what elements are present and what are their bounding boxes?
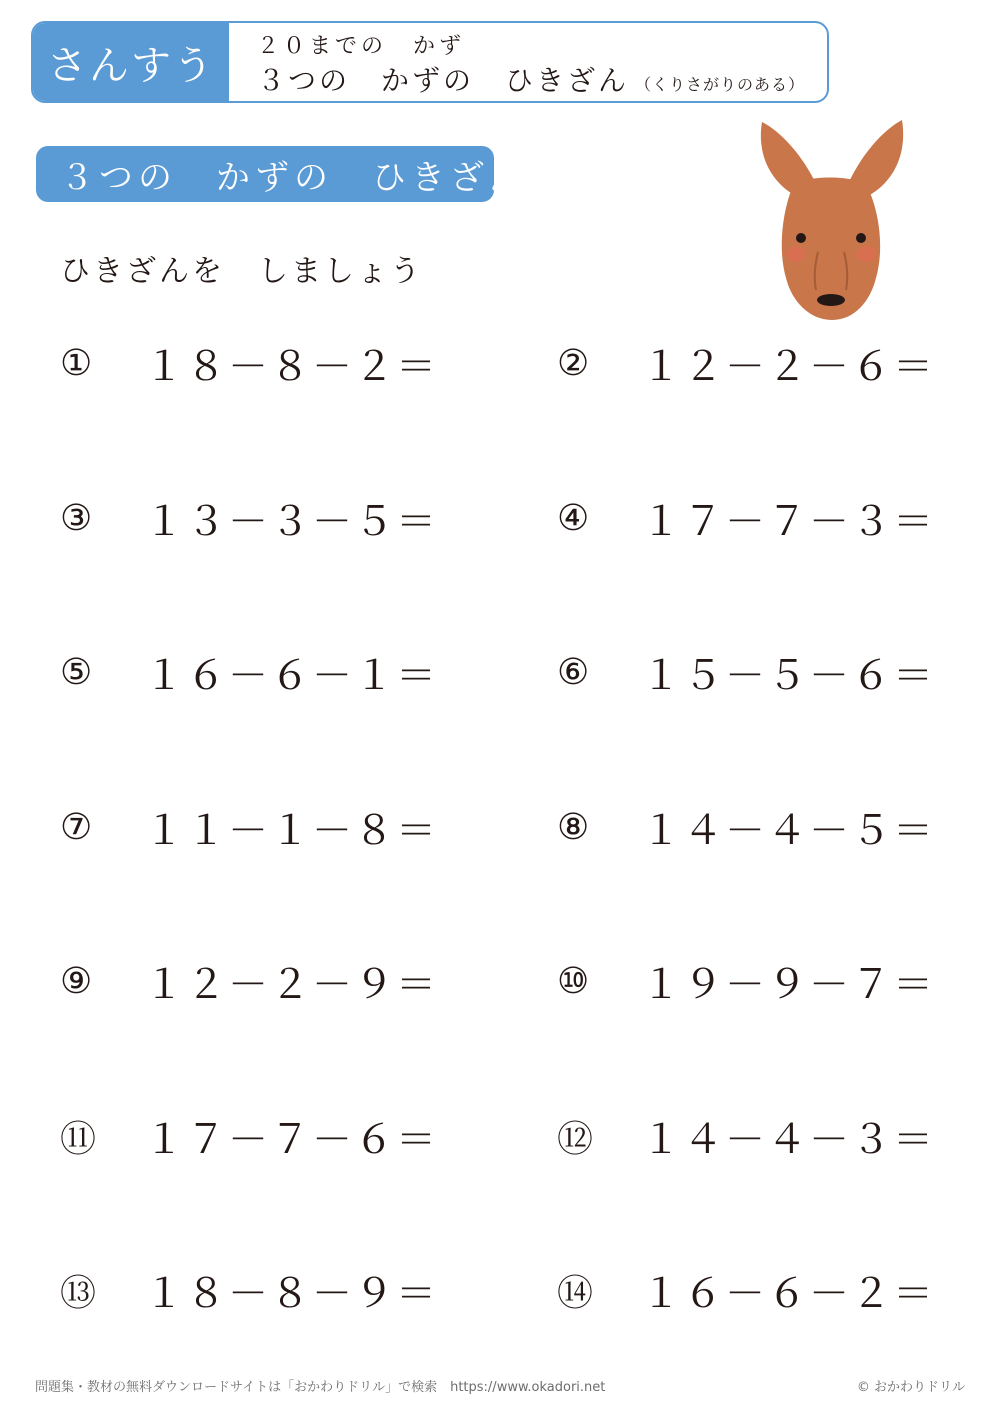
problem-item [557,1260,935,1320]
worksheet-header [31,21,829,103]
header-note: （くりさがりのある） [635,75,806,94]
problem-expression: １６－６－２＝ [641,1270,935,1317]
header-title-line [257,59,805,99]
problem-expression: １８－８－９＝ [144,1270,438,1317]
problem-number: ⑧ [557,806,590,848]
problem-expression: １２－２－９＝ [144,961,438,1008]
footer-copyright: © おかわりドリル [856,1380,965,1395]
problem-item [60,642,438,702]
problem-expression: １１－１－８＝ [144,807,438,854]
problem-item [557,951,935,1011]
problem-number: ⑫ [557,1118,594,1160]
problem-item [557,1106,935,1166]
problem-number: ① [60,342,93,384]
problem-expression: １９－９－７＝ [641,961,935,1008]
kangaroo-face-icon [752,118,908,324]
problem-item [60,951,438,1011]
problem-number: ⑭ [557,1272,594,1314]
problem-item [60,797,438,857]
problem-number: ⑥ [557,651,590,693]
problem-expression: １４－４－３＝ [641,1116,935,1163]
problem-expression: １８－８－２＝ [144,343,438,390]
problem-expression: １２－２－６＝ [641,343,935,390]
problem-number: ⑬ [60,1272,97,1314]
header-subtitle: ２０までの かず [257,34,466,59]
problem-expression: １６－６－１＝ [144,652,438,699]
subject-label: さんすう [33,23,229,101]
problem-expression: １７－７－３＝ [641,498,935,545]
problem-item [60,488,438,548]
problem-expression: １５－５－６＝ [641,652,935,699]
problem-number: ⑤ [60,651,93,693]
problem-expression: １４－４－５＝ [641,807,935,854]
problem-number: ⑦ [60,806,93,848]
problem-number: ⑨ [60,960,93,1002]
problem-expression: １３－３－５＝ [144,498,438,545]
section-title: ３つの かずの ひきざん [36,146,494,202]
header-title: ３つの かずの ひきざん [257,64,630,97]
instruction-text: ひきざんを しましょう [60,254,423,289]
problem-item [60,1260,438,1320]
problem-number: ③ [60,497,93,539]
problem-number: ⑪ [60,1118,97,1160]
problem-item [557,333,935,393]
problem-number: ⑩ [557,960,590,1002]
problem-item [557,642,935,702]
problem-item [60,333,438,393]
problem-number: ② [557,342,590,384]
problem-number: ④ [557,497,590,539]
problem-item [557,488,935,548]
footer-site-info: 問題集・教材の無料ダウンロードサイトは「おかわりドリル」で検索 https://www.okadori.net [35,1380,606,1395]
problem-expression: １７－７－６＝ [144,1116,438,1163]
problem-item [60,1106,438,1166]
problem-item [557,797,935,857]
